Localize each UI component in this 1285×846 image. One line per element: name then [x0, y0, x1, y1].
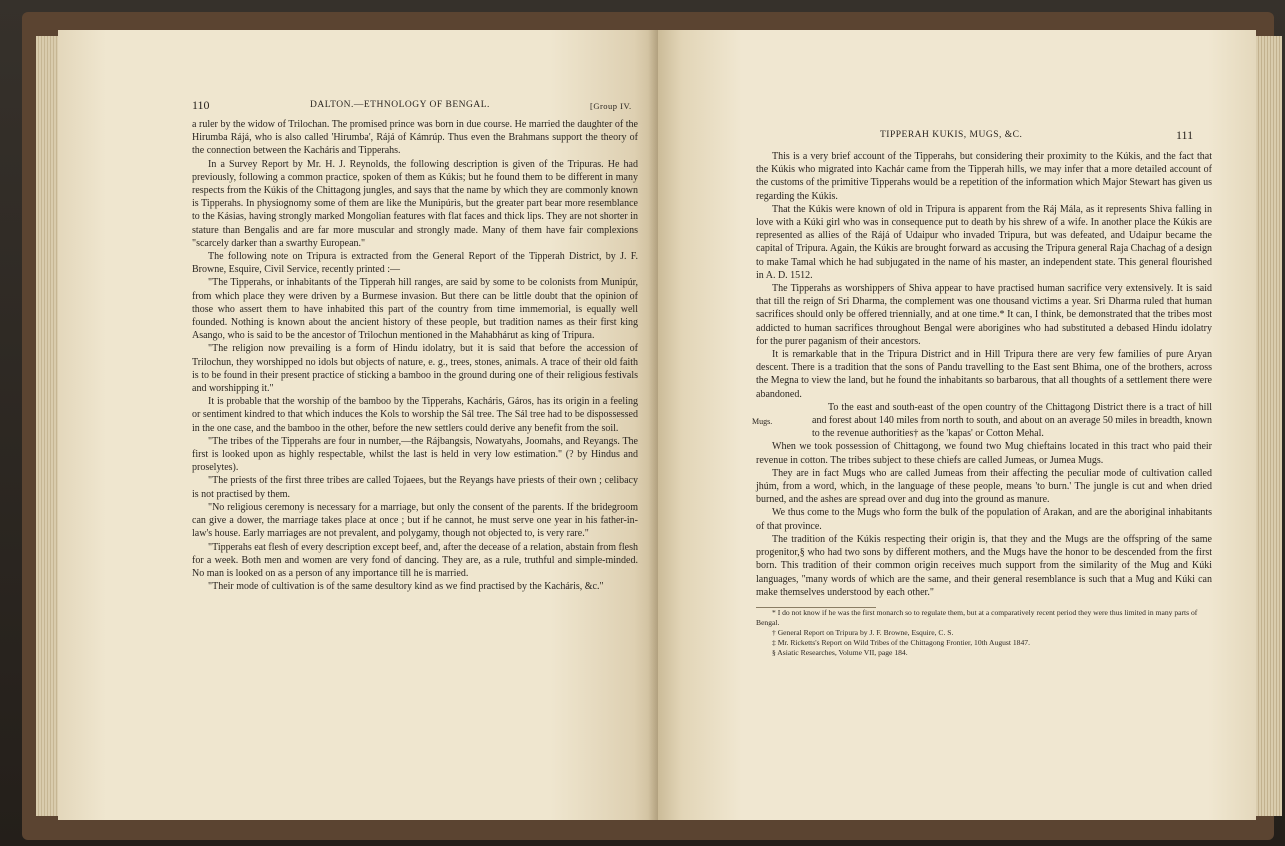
paragraph: It is remarkable that in the Tripura District and in Hill Tripura there are very few families of pure Aryan descent. There is a tradition that the sons of Pandu travelling to the East sent Bhima, one of the brothers, across the Megna to view the land, but he found the inhabitants so barbarous, that all thoughts of a settlement there were abandoned. — [756, 349, 1212, 400]
mugs-paragraph-text: To the east and south-east of the open country of the Chittagong District there is a tract of hill and forest about 140 miles from north to south, and about on an average 50 miles in breadth, known to the revenue authorities† as the 'kapas' or Cotton Mehal. — [812, 401, 1212, 440]
paragraph: They are in fact Mugs who are called Jumeas from their affecting the peculiar mode of cultivation called jhúm, from a word, which, in the language of these people, means 'to burn.' The jungle is cut and when dried burned, and the ashes are spread over and dug into the ground as manure. — [756, 467, 1212, 506]
footnote: ‡ Mr. Ricketts's Report on Wild Tribes of the Chittagong Frontier, 10th August 1847. — [772, 637, 1030, 647]
right-page — [658, 30, 1256, 820]
footnote: † General Report on Tripura by J. F. Browne, Esquire, C. S. — [772, 627, 954, 637]
paragraph: In a Survey Report by Mr. H. J. Reynolds, the following description is given of the Tripuras. He had previously, following a common practice, spoken of them as Kúkis; but he found them to be different in many respects from the Kúkis of the Chittagong jungles, and says that the name by which they are commonly known is Tipperahs. In physiognomy some of them are like the Munipúris, but the greater part bear more resemblance to the Kásias, having strongly marked Mongolian features with flat faces and thick lips. They are not shorter in stature than Bengalis and are far more muscular and strongly made. Many of them have fair complexions "scarcely darker than a swarthy European." — [192, 158, 638, 249]
paragraph: It is probable that the worship of the bamboo by the Tipperahs, Kacháris, Gáros, has its origin in a feeling or sentiment kindred to that which induces the Kols to worship the Sál tree. The Sál tree had to be dispossessed in the one case, and the bamboo in the other, before the new settlers could derive any benefit from the soil. — [192, 396, 638, 434]
paragraph: We thus come to the Mugs who form the bulk of the population of Arakan, and are the aboriginal inhabitants of that province. — [756, 507, 1212, 532]
paragraph: The following note on Tripura is extracted from the General Report of the Tipperah District, by J. F. Browne, Esquire, Civil Service, recently printed :— — [192, 251, 638, 276]
left-running-head: DALTON.—ETHNOLOGY OF BENGAL. — [310, 100, 490, 110]
paragraph: When we took possession of Chittagong, we found two Mug chieftains located in this tract who paid their revenue in cotton. The tribes subject to these chiefs are called Jumeas, or Jumea Mugs. — [756, 441, 1212, 466]
left-page-number: 110 — [192, 98, 210, 112]
paragraph: "Tipperahs eat flesh of every description except beef, and, after the decease of a relation, abstain from flesh for a week. Both men and women are very fond of dancing. They are, as a rule, truthful and simple-minded. No man is looked on as a person of any importance till he is married. — [192, 541, 638, 579]
left-page-text — [192, 118, 638, 593]
paragraph: "No religious ceremony is necessary for a marriage, but only the consent of the parents. If the bridegroom can give a dower, the marriage takes place at once ; but if he cannot, he must serve one year in his father-in-law's house. Early marriages are not prevalent, and polygamy, though not objected to, is very rare." — [192, 501, 638, 540]
page-edges-left — [36, 36, 58, 816]
footnote: § Asiatic Researches, Volume VII, page 184. — [772, 647, 908, 657]
paragraph: The Tipperahs as worshippers of Shiva appear to have practised human sacrifice very extensively. It is said that till the reign of Sri Dharma, the complement was one thousand victims a year. Sri Dharma ruled that human sacrifices should only be offered triennially, and at one time.* It can, I think, be demonstrated that the tribes most addicted to human sacrifices throughout Bengal were aborigines who had substituted a debased Hindu idolatry for the purer paganism of their ancestors. — [756, 283, 1212, 347]
paragraph: a ruler by the widow of Trilochan. The promised prince was born in due course. He married the daughter of the Hirumba Rájá, who is also called 'Hirumba', Rájá of Kámrúp. Thus even the Brahmans support the theory of the connection between the Kacháris and Tipperahs. — [192, 119, 638, 157]
paragraph: This is a very brief account of the Tipperahs, but considering their proximity to the Kúkis, and the fact that the Kúkis who migrated into Kachár came from the Tipperah hills, we may infer that a more detailed account of the customs of the primitive Tipperahs would be a repetition of the information which Major Stewart has given us regarding the Kúkis. — [756, 151, 1212, 202]
paragraph-mugs — [752, 401, 1212, 441]
right-page-number: 111 — [1176, 128, 1194, 142]
paragraph: "The tribes of the Tipperahs are four in number,—the Rájbangsis, Nowatyahs, Joomahs, and Reyangs. The first is looked upon as highly respectable, whilst the last is held in very low estimation." (? by Hindus and proselytes). — [192, 435, 638, 474]
page-edges-right — [1256, 36, 1282, 816]
left-group-label: [Group IV. — [590, 101, 632, 111]
right-running-head: TIPPERAH KUKIS, MUGS, &C. — [880, 130, 1023, 140]
paragraph: The tradition of the Kúkis respecting their origin is, that they and the Mugs are the offspring of the same progenitor,§ who had two sons by different mothers, and the Mugs have the honor to be descended from the first born. This tradition of their common origin receives much support from the similarity of the Mug and Kúki languages, "many words of which are the same, and their general resemblance is such that a Mug and Kúki can make themselves understood by each other." — [756, 533, 1212, 598]
left-page — [58, 30, 658, 820]
paragraph: "The religion now prevailing is a form of Hindu idolatry, but it is said that before the accession of Trilochun, they worshipped no idols but objects of nature, e. g., trees, stones, animals. A trace of their old faith is to be found in their present practice of sticking a bamboo in the ground during one of their religious festivals and worshipping it." — [192, 343, 638, 395]
paragraph: "The Tipperahs, or inhabitants of the Tipperah hill ranges, are said by some to be colonists from Munipúr, from which place they were driven by a Burmese invasion. But there can be little doubt that the opinion of those who assert them to have inhabited this part of the country from time immemorial, is equally well founded. Nothing is known about the ancient history of these people, but tradition names as their first king Asango, who is said to be the ancestor of Trilochun mentioned in the Mahabhárut as king of Tripura. — [192, 277, 638, 342]
footnotes — [756, 608, 1212, 658]
paragraph: "Their mode of cultivation is of the same desultory kind as we find practised by the Kacháris, &c." — [208, 581, 604, 593]
paragraph: That the Kúkis were known of old in Tripura is apparent from the Ráj Mála, as it represents Shiva falling in love with a Kúki girl who was in consequence put to death by his shrew of a wife. In another place the Kúkis are represented as allies of the Rájá of Udaipur who invaded Tripura, but was defeated, and Udaipur became the capital of Tripura. Again, the Kúkis are brought forward as accusing the Tripura general Raja Chachag of a design to make Tamal which he had subjugated in the name of his master, an independent state. This general flourished in A. D. 1512. — [756, 203, 1212, 281]
sidenote-mugs: Mugs. — [752, 416, 773, 426]
footnote: * I do not know if he was the first monarch so to regulate them, but at a comparatively recent period they were thus limited in many parts of Bengal. — [756, 607, 1198, 627]
paragraph: "The priests of the first three tribes are called Tojaees, but the Reyangs have priests of their own ; celibacy is not practised by them. — [192, 475, 638, 500]
open-book — [22, 12, 1274, 840]
right-page-text — [752, 150, 1212, 658]
